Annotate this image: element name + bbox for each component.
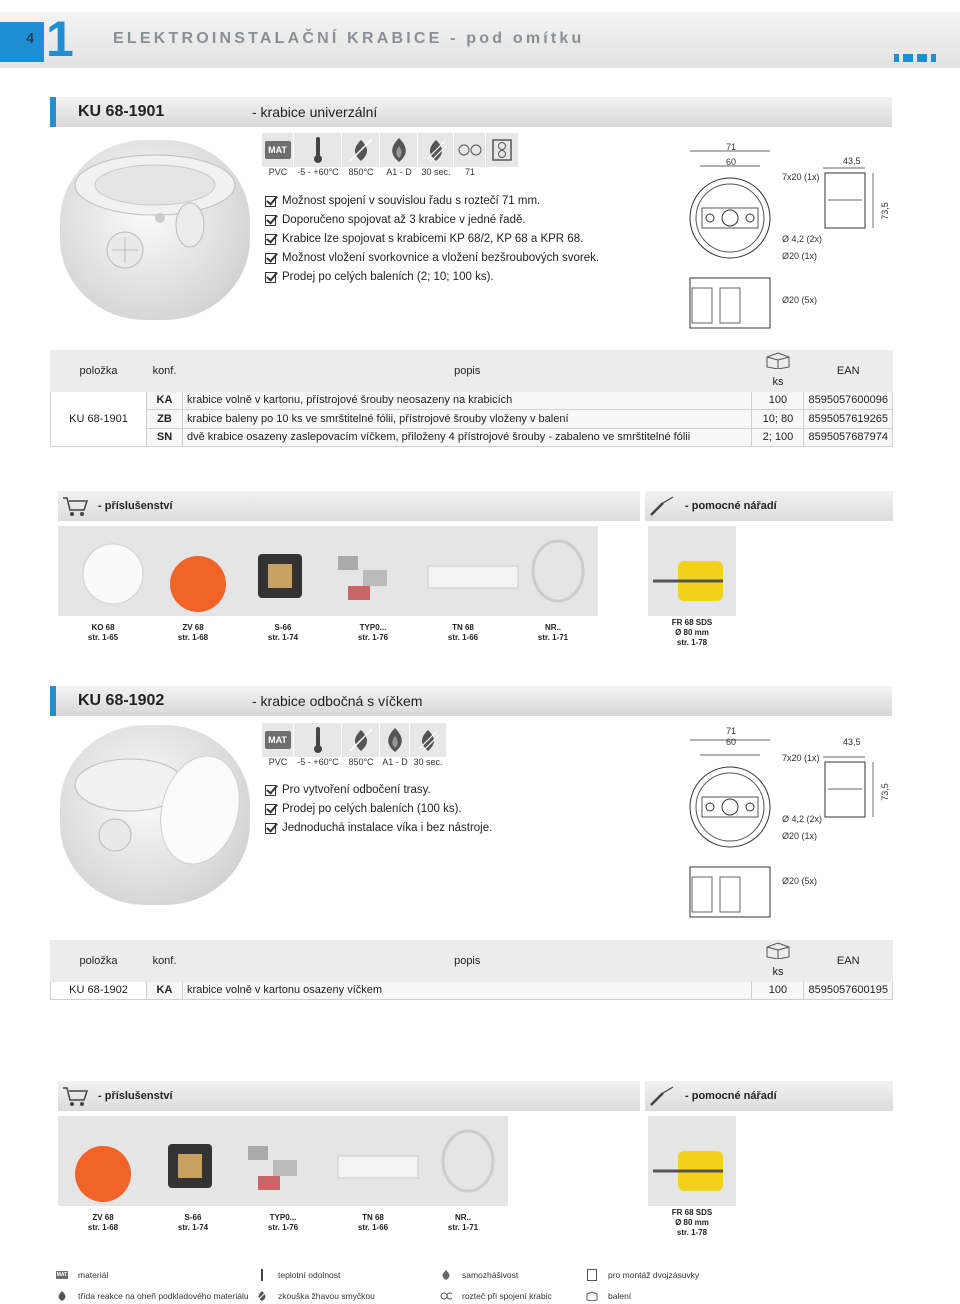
pitch-label: 71 [464,167,475,177]
pitch-icon [454,133,486,167]
tools-title: - pomocné nářadí [685,1090,777,1102]
material-labels [262,167,518,177]
page-title: ELEKTROINSTALAČNÍ KRABICE - pod omítku [113,30,585,47]
accessory-item[interactable]: TYP0... str. 1-76 [357,623,389,642]
fire-class-icon [380,133,418,167]
check-icon [265,272,276,283]
check-icon [265,234,276,245]
feature-item: Krabice lze spojovat s krabicemi KP 68/2, KP 68 a KPR 68. [265,230,665,249]
accessories-photo [58,526,598,616]
table-row: ZB krabice baleny po 10 ks ve smrštitelné fólii, přístrojové šrouby vloženy v balení 10; 80 8595057619265 [51,410,893,429]
accessory-item[interactable]: KO 68 str. 1-65 [87,623,119,642]
screwdriver-icon [649,1085,675,1107]
thermometer-icon [294,723,342,757]
legend-item: třída reakce na oheň podkladového materiálu [56,1290,249,1302]
accessory-item[interactable]: ZV 68 str. 1-68 [177,623,209,642]
header-deco [931,54,936,62]
dim-43: 43,5 [843,156,861,166]
temperature-label: -5 - +60°C [297,167,339,177]
col-ks-header: ks [752,373,804,392]
double-box-icon [586,1269,598,1281]
check-icon [265,196,276,207]
header-deco [917,54,927,62]
feature-list [265,781,665,838]
tool-item[interactable]: FR 68 SDS Ø 80 mm str. 1-78 [671,1208,713,1237]
product-table [50,350,893,447]
glow-wire-label: 850°C [348,167,374,177]
pitch-icon [440,1290,452,1302]
accessory-labels [58,623,598,643]
package-icon [586,1290,598,1302]
product-photo [60,140,250,320]
dim-42: Ø 4,2 (2x) [782,234,823,244]
table-row: SN dvě krabice osazeny zaslepovacím víčkem, přiloženy 4 přístrojové šrouby - zabaleno ve smrštitelné fólii 2; 100 8595057687974 [51,428,893,447]
product-description: - krabice univerzální [252,104,378,120]
product-description: - krabice odbočná s víčkem [252,693,423,709]
legend-item: zkouška žhavou smyčkou [256,1290,375,1302]
product-code: KU 68-1902 [78,692,165,709]
junction-box-photo [60,140,250,320]
accessories-bar [58,1081,640,1111]
col-desc-header: popis [183,351,752,392]
header-deco [903,54,913,62]
item-code: KU 68-1901 [51,391,147,447]
double-box-icon [486,133,518,167]
accessory-item[interactable]: NR.. str. 1-71 [537,623,569,642]
accessory-item[interactable]: NR.. str. 1-71 [447,1213,479,1232]
material-label: PVC [268,167,288,177]
accessory-item[interactable]: TN 68 str. 1-66 [357,1213,389,1232]
fire-class-icon [56,1290,68,1302]
tool-item[interactable]: FR 68 SDS Ø 80 mm str. 1-78 [671,618,713,647]
check-icon [265,823,276,834]
accessories-photo [58,1116,508,1206]
check-icon [265,804,276,815]
package-icon [752,351,804,373]
dim-60: 60 [726,157,737,167]
col-conf-header: konf. [147,351,183,392]
chapter-number: 1 [46,11,74,67]
dim-73: 73,5 [879,202,890,220]
feature-item: Jednoduchá instalace víka i bez nástroje. [265,819,665,838]
feature-list [265,192,665,287]
col-item-header: položka [51,351,147,392]
feature-item: Doporučeno spojovat až 3 krabice v jedné řadě. [265,211,665,230]
cart-icon [62,495,90,517]
product-table: položka konf. popis EAN ks KU 68-1902 KA krabice volně v kartonu osazeny víčkem 100 8595057600195 [50,940,893,1000]
mat-icon: MAT [265,141,291,159]
accessories-title: - příslušenství [98,1090,173,1102]
feature-item: Prodej po celých baleních (100 ks). [265,800,665,819]
glow-wire-icon [342,133,380,167]
accessory-item[interactable]: TN 68 str. 1-66 [447,623,479,642]
legend-item: teplotní odolnost [256,1269,340,1281]
hole-saw-photo [648,526,736,616]
product-title-bar [50,97,892,127]
dim-71: 71 [726,142,737,152]
accessory-item[interactable]: S-66 str. 1-74 [267,623,299,642]
accessories-title: - příslušenství [98,500,173,512]
tool-photo-panel [648,526,736,616]
accessories-bar [58,491,640,521]
mat-icon-cell [262,723,294,757]
hole-saw-photo [648,1116,736,1206]
dim-7x20: 7x20 (1x) [782,172,820,182]
accessory-item[interactable]: TYP0... str. 1-76 [267,1213,299,1232]
flame-icon [418,133,454,167]
material-labels: PVC -5 - +60°C 850°C A1 - D 30 sec. [268,757,443,767]
glow-wire-icon [256,1290,268,1302]
check-icon [265,785,276,796]
check-icon [265,253,276,264]
page-number: 4 [26,30,35,47]
accessory-labels [58,1213,508,1233]
legend-item: rozteč při spojení krabic [440,1290,552,1302]
header-deco [894,54,899,62]
fire-class-icon [380,723,410,757]
col-ean-header: EAN [804,351,893,392]
accessory-item[interactable]: ZV 68 str. 1-68 [87,1213,119,1232]
self-extinguish-label: 30 sec. [421,167,451,177]
product-title-bar [50,686,892,716]
mat-icon: MAT [56,1272,68,1278]
feature-item: Možnost spojení v souvislou řadu s roztečí 71 mm. [265,192,665,211]
material-icons-strip [262,723,446,757]
glow-wire-icon [342,723,380,757]
item-code: KU 68-1902 [51,981,147,1000]
dim-20a: Ø20 (1x) [782,251,818,261]
table-row: KU 68-1902 KA krabice volně v kartonu osazeny víčkem 100 8595057600195 [51,981,893,1000]
thermometer-icon [256,1269,268,1281]
material-icons-strip [262,133,518,167]
accessory-item[interactable]: S-66 str. 1-74 [177,1213,209,1232]
tool-photo-panel [648,1116,736,1206]
accessories-photo-panel [58,1116,508,1206]
package-icon [752,941,804,963]
table-row: KU 68-1901 KA krabice volně v kartonu, přístrojové šrouby neosazeny na krabicích 100 8595057600096 [51,391,893,410]
accessories-photo-panel [58,526,598,616]
tools-bar [645,491,893,521]
header-accent [0,22,44,62]
check-icon [265,215,276,226]
thermometer-icon [294,133,342,167]
dim-20b: Ø20 (5x) [782,295,818,305]
product-photo [60,725,250,905]
legend-item: MAT materiál [56,1270,109,1280]
flame-icon [440,1269,452,1281]
cart-icon [62,1085,90,1107]
technical-drawing: 71 60 43,5 7x20 (1x) 73,5 Ø 4,2 (2x) Ø20 (1x) Ø20 (5x) [680,727,895,922]
legend-item: samozhášivost [440,1269,518,1281]
feature-item: Prodej po celých baleních (2; 10; 100 ks). [265,268,665,287]
tools-bar [645,1081,893,1111]
legend [56,1269,936,1303]
flame-icon [410,723,446,757]
junction-box-lid-photo [60,725,250,905]
tools-title: - pomocné nářadí [685,500,777,512]
technical-drawing [680,138,895,333]
legend-item: pro montáž dvojzásuvky [586,1269,699,1281]
mat-icon: MAT [265,731,291,749]
feature-item: Možnost vložení svorkovnice a vložení bezšroubových svorek. [265,249,665,268]
legend-item: balení [586,1290,631,1302]
mat-icon-cell [262,133,294,167]
feature-item: Pro vytvoření odbočení trasy. [265,781,665,800]
screwdriver-icon [649,495,675,517]
product-code: KU 68-1901 [78,103,165,120]
fire-class-label: A1 - D [386,167,412,177]
